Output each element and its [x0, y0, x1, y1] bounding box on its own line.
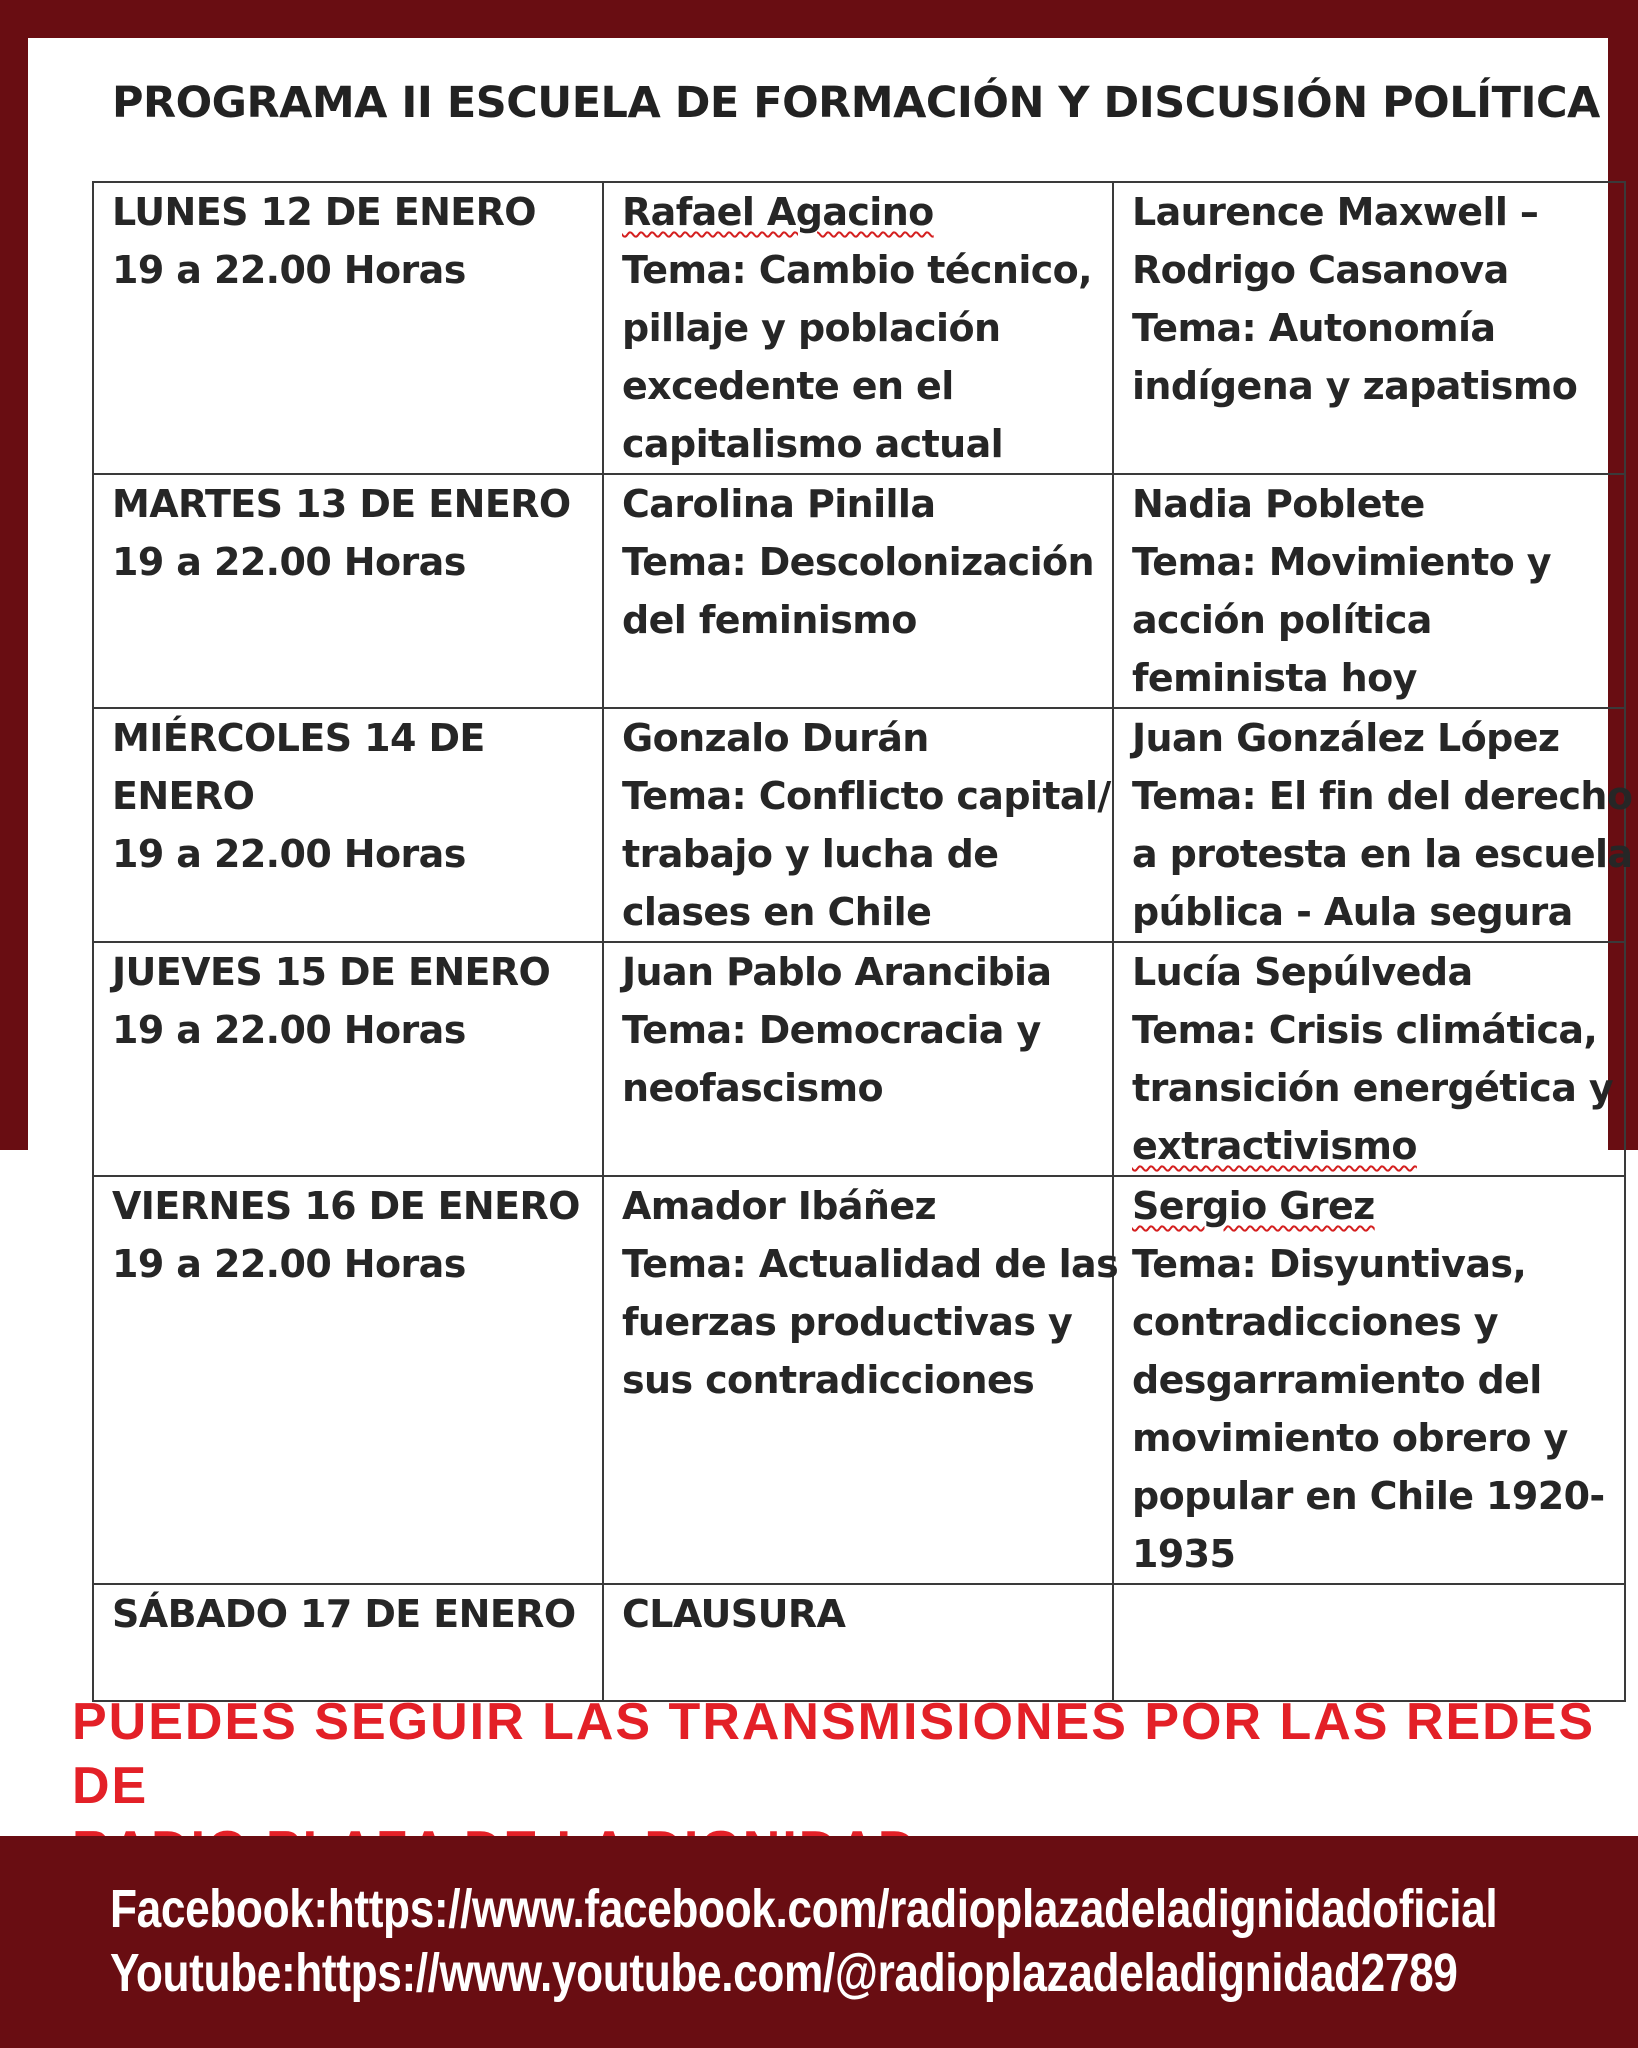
- speaker-name: Lucía Sepúlveda: [1132, 950, 1473, 994]
- program-sheet: [28, 38, 1633, 1698]
- time-label: 19 a 22.00 Horas: [112, 832, 466, 876]
- empty-cell: [1113, 1584, 1625, 1701]
- schedule-table: [92, 181, 1633, 1702]
- day-label: ENERO: [112, 774, 255, 818]
- topic-line: Tema: Descolonización: [622, 540, 1094, 584]
- day-cell: [93, 182, 603, 474]
- topic-line: transición energética y: [1132, 1066, 1614, 1110]
- topic-line: indígena y zapatismo: [1132, 364, 1578, 408]
- time-label: 19 a 22.00 Horas: [112, 1242, 466, 1286]
- session-cell: [1113, 1176, 1625, 1584]
- youtube-link[interactable]: Youtube:https://www.youtube.com/@radioplazadeladignidad2789: [110, 1943, 1458, 2003]
- topic-line: acción política: [1132, 598, 1432, 642]
- table-row: [93, 474, 1625, 708]
- speaker-name: Nadia Poblete: [1132, 482, 1425, 526]
- day-cell: [93, 474, 603, 708]
- day-label: MIÉRCOLES 14 DE: [112, 716, 485, 760]
- topic-line: fuerzas productivas y: [622, 1300, 1073, 1344]
- topic-line: capitalismo actual: [622, 422, 1004, 466]
- topic-line: movimiento obrero y: [1132, 1416, 1568, 1460]
- session-cell: [603, 474, 1113, 708]
- day-label: JUEVES 15 DE ENERO: [112, 950, 551, 994]
- session-cell: [603, 942, 1113, 1176]
- topic-line: pública - Aula segura: [1132, 890, 1573, 934]
- topic-line: desgarramiento del: [1132, 1358, 1542, 1402]
- speaker-name: [622, 183, 1108, 241]
- topic-line: contradicciones y: [1132, 1300, 1498, 1344]
- topic-line: clases en Chile: [622, 890, 932, 934]
- footer-band: [0, 1836, 1638, 2048]
- speaker-name: Carolina Pinilla: [622, 482, 936, 526]
- topic-line: Tema: El fin del derecho: [1132, 774, 1633, 818]
- topic-line: Tema: Disyuntivas,: [1132, 1242, 1527, 1286]
- topic-line: Tema: Democracia y: [622, 1008, 1041, 1052]
- topic-line: [1132, 1117, 1620, 1175]
- notice-line: PUEDES SEGUIR LAS TRANSMISIONES POR LAS REDES DE: [72, 1693, 1596, 1815]
- day-cell: [93, 1176, 603, 1584]
- day-cell: [93, 1584, 603, 1701]
- speaker-name: Gonzalo Durán: [622, 716, 929, 760]
- speaker-name: Juan Pablo Arancibia: [622, 950, 1052, 994]
- table-row: [93, 1584, 1625, 1701]
- session-cell: [603, 1584, 1113, 1701]
- time-label: 19 a 22.00 Horas: [112, 248, 466, 292]
- page-title: PROGRAMA II ESCUELA DE FORMACIÓN Y DISCUSIÓN POLÍTICA: [112, 78, 1600, 128]
- topic-line: popular en Chile 1920-: [1132, 1474, 1605, 1518]
- table-row: [93, 942, 1625, 1176]
- table-row: [93, 182, 1625, 474]
- table-row: [93, 708, 1625, 942]
- session-cell: [603, 708, 1113, 942]
- topic-line: Tema: Crisis climática,: [1132, 1008, 1598, 1052]
- day-label: SÁBADO 17 DE ENERO: [112, 1592, 576, 1636]
- speaker-name: Rodrigo Casanova: [1132, 248, 1509, 292]
- day-label: VIERNES 16 DE ENERO: [112, 1184, 580, 1228]
- session-cell: [603, 182, 1113, 474]
- speaker-name-text: Rafael Agacino: [622, 190, 934, 234]
- topic-line: pillaje y población: [622, 306, 1001, 350]
- speaker-name: Juan González López: [1132, 716, 1560, 760]
- speaker-name: Amador Ibáñez: [622, 1184, 937, 1228]
- topic-text: extractivismo: [1132, 1124, 1417, 1168]
- time-label: 19 a 22.00 Horas: [112, 1008, 466, 1052]
- topic-line: Tema: Actualidad de las: [622, 1242, 1119, 1286]
- speaker-name: [1132, 1177, 1620, 1235]
- session-cell: [1113, 708, 1633, 942]
- topic-line: 1935: [1132, 1532, 1236, 1576]
- topic-line: neofascismo: [622, 1066, 883, 1110]
- topic-line: Tema: Cambio técnico,: [622, 248, 1093, 292]
- day-label: MARTES 13 DE ENERO: [112, 482, 571, 526]
- topic-line: Tema: Autonomía: [1132, 306, 1496, 350]
- facebook-link[interactable]: Facebook:https://www.facebook.com/radioplazadeladignidadoficial: [110, 1879, 1498, 1939]
- session-cell: [1113, 942, 1625, 1176]
- speaker-name-text: Sergio Grez: [1132, 1184, 1375, 1228]
- table-row: [93, 1176, 1625, 1584]
- day-label: LUNES 12 DE ENERO: [112, 190, 536, 234]
- session-cell: [603, 1176, 1119, 1584]
- closing-label: CLAUSURA: [622, 1592, 846, 1636]
- topic-line: excedente en el: [622, 364, 954, 408]
- topic-line: sus contradicciones: [622, 1358, 1035, 1402]
- topic-line: feminista hoy: [1132, 656, 1417, 700]
- day-cell: [93, 708, 603, 942]
- topic-line: del feminismo: [622, 598, 917, 642]
- speaker-name: Laurence Maxwell –: [1132, 190, 1539, 234]
- time-label: 19 a 22.00 Horas: [112, 540, 466, 584]
- topic-line: Tema: Conflicto capital/: [622, 774, 1111, 818]
- session-cell: [1113, 182, 1625, 474]
- topic-line: a protesta en la escuela: [1132, 832, 1633, 876]
- topic-line: trabajo y lucha de: [622, 832, 999, 876]
- topic-line: Tema: Movimiento y: [1132, 540, 1551, 584]
- day-cell: [93, 942, 603, 1176]
- session-cell: [1113, 474, 1625, 708]
